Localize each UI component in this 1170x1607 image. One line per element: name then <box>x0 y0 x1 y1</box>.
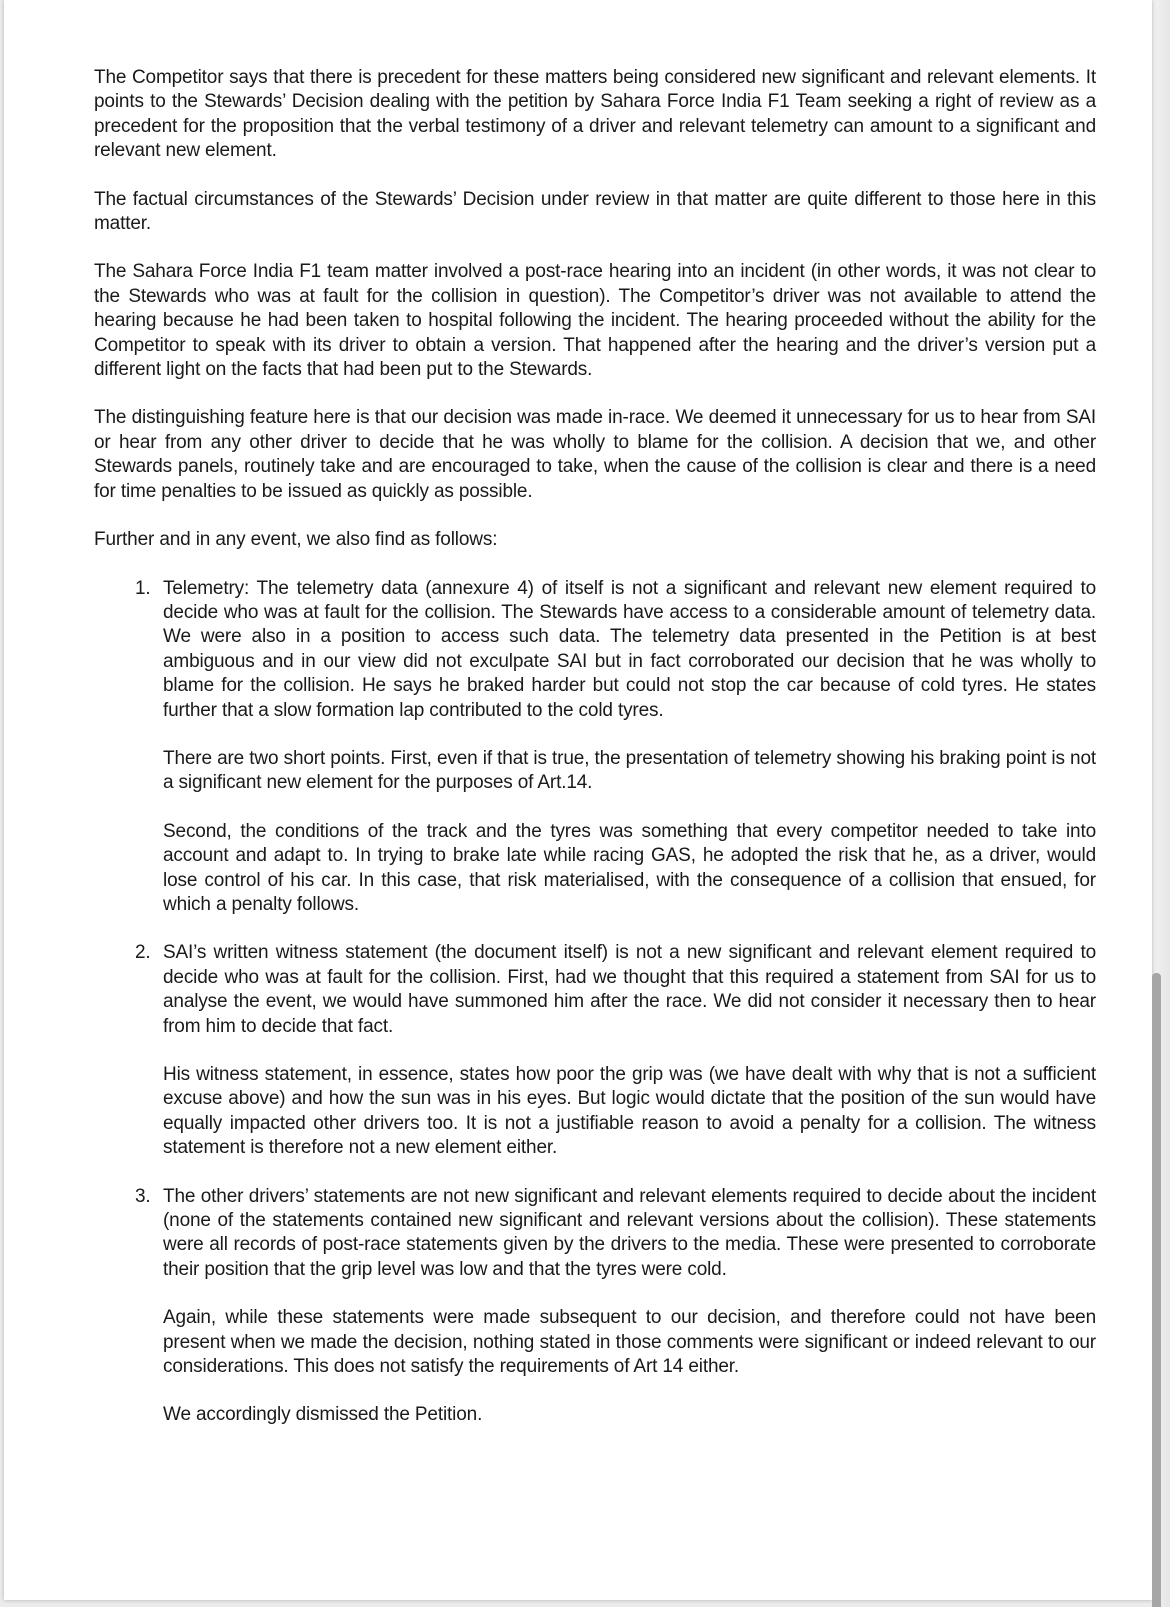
paragraph-distinguishing-feature: The distinguishing feature here is that our decision was made in-race. We deemed it unnecessary for us to hear from SAI or hear from any other driver to decide that he was wholly to blame for the collision. A decision that we, and other Stewards panels, routinely take and are encouraged to take, when the cause of the collision is clear and there is a need for time penalties to be issued as quickly as possible. <box>94 407 1096 502</box>
finding-paragraph: Telemetry: The telemetry data (annexure 4) of itself is not a significant and relevant new element required to decide who was at fault for the collision. The Stewards have access to a considerable amount of telemetry data. We were also in a position to access such data. The telemetry data presented in the Petition is at best ambiguous and in our view did not exculpate SAI but in fact corroborated our decision that he was wholly to blame for the collision. He says he braked harder but could not stop the car because of cold tyres. He states further that a slow formation lap contributed to the cold tyres. <box>163 577 1096 721</box>
finding-paragraph: SAI’s written witness statement (the document itself) is not a new significant and relevant element required to decide who was at fault for the collision. First, had we thought that this required a statement from SAI for us to analyse the event, we would have summoned him after the race. We did not consider it necessary then to hear from him to decide that fact. <box>163 942 1096 1037</box>
finding-number: 3. <box>135 1185 151 1207</box>
paragraph-force-india-matter: The Sahara Force India F1 team matter involved a post-race hearing into an incident (in other words, it was not clear to the Stewards who was at fault for the collision in question). The Competitor’s driver was not available to attend the hearing because he had been taken to hospital following the incident. The hearing proceeded without the ability for the Competitor to speak with its driver to obtain a version. That happened after the hearing and the driver’s version put a different light on the facts that had been put to the Stewards. <box>94 261 1096 381</box>
finding-paragraph: There are two short points. First, even if that is true, the presentation of telemetry showing his braking point is not a significant new element for the purposes of Art.14. <box>163 747 1096 794</box>
finding-paragraph-conclusion: We accordingly dismissed the Petition. <box>163 1404 483 1426</box>
finding-item-telemetry <box>94 577 1096 918</box>
finding-paragraph: The other drivers’ statements are not new significant and relevant elements required to decide about the incident (none of the statements contained new significant and relevant versions about the collision). These statements were all records of post-race statements given by the drivers to the media. These were presented to corroborate their position that the grip level was low and that the tyres were cold. <box>163 1185 1096 1280</box>
finding-number: 2. <box>135 942 151 964</box>
finding-item-witness-statement <box>94 941 1096 1160</box>
vertical-scrollbar-thumb[interactable] <box>1152 973 1161 1607</box>
paragraph-factual-circumstances: The factual circumstances of the Stewards’ Decision under review in that matter are quite different to those here in this matter. <box>94 188 1096 235</box>
finding-paragraph: His witness statement, in essence, states how poor the grip was (we have dealt with why that is not a sufficient excuse above) and how the sun was in his eyes. But logic would dictate that the position of the sun would have equally impacted other drivers too. It is not a justifiable reason to avoid a penalty for a collision. The witness statement is therefore not a new element either. <box>163 1064 1096 1159</box>
document-page <box>4 0 1152 1600</box>
finding-item-other-drivers <box>94 1185 1096 1428</box>
paragraph-precedent: The Competitor says that there is precedent for these matters being considered new significant and relevant elements. It points to the Stewards’ Decision dealing with the petition by Sahara Force India F1 Team seeking a right of review as a precedent for the proposition that the verbal testimony of a driver and relevant telemetry can amount to a significant and relevant new element. <box>94 67 1096 162</box>
paragraph-further-findings-intro: Further and in any event, we also find as follows: <box>94 529 498 551</box>
findings-list <box>94 577 1096 1428</box>
finding-number: 1. <box>135 577 151 599</box>
finding-paragraph: Second, the conditions of the track and the tyres was something that every competitor needed to take into account and adapt to. In trying to brake late while racing GAS, he adopted the risk that he, as a driver, would lose control of his car. In this case, that risk materialised, with the consequence of a collision that ensued, for which a penalty follows. <box>163 820 1096 915</box>
document-content <box>94 66 1096 1452</box>
finding-paragraph: Again, while these statements were made subsequent to our decision, and therefore could not have been present when we made the decision, nothing stated in those comments were significant or indeed relevant to our considerations. This does not satisfy the requirements of Art 14 either. <box>163 1307 1096 1378</box>
